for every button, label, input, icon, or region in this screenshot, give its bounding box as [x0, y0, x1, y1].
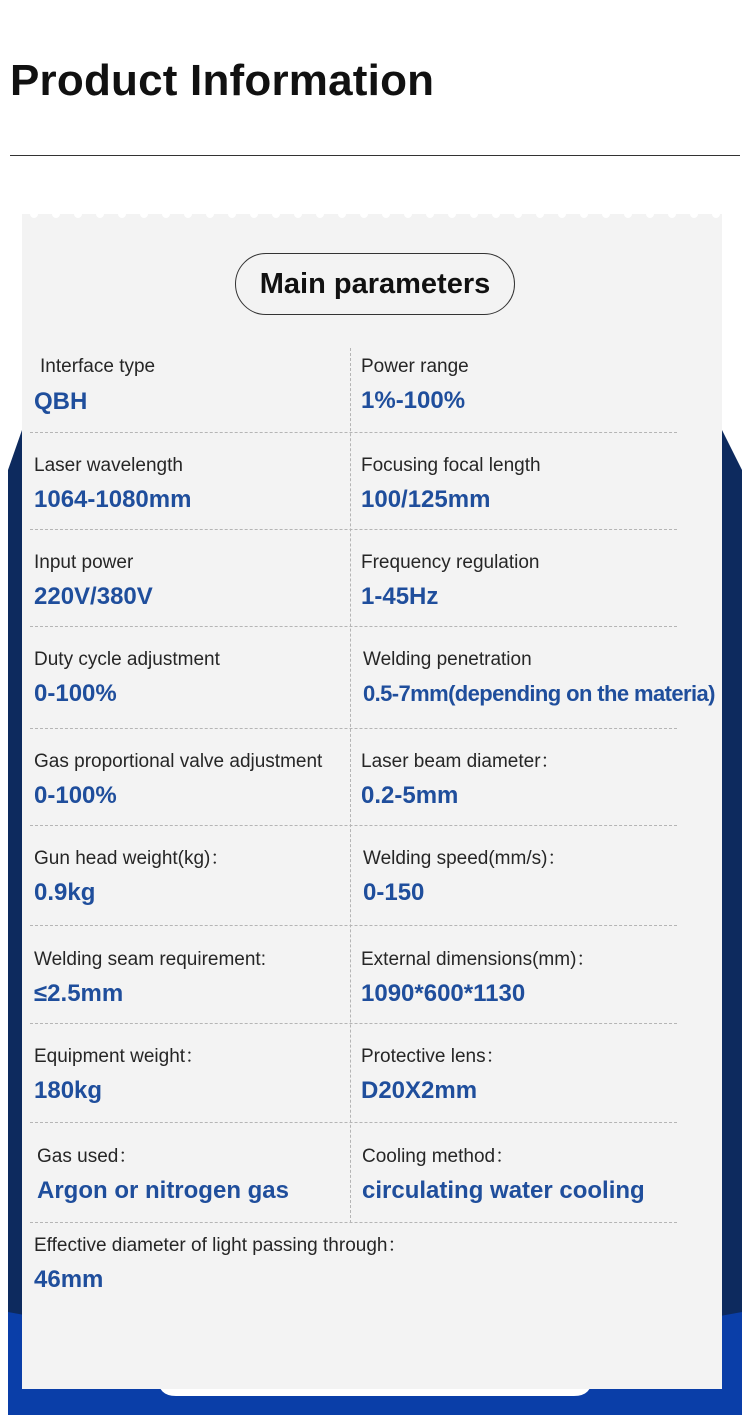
param-cooling-method — [362, 1146, 645, 1205]
param-label: Welding penetration — [363, 649, 532, 670]
column-divider — [350, 348, 351, 1223]
param-value: 0-100% — [34, 680, 117, 707]
param-label: External dimensions(mm)： — [361, 949, 596, 970]
param-focusing-focal-length — [361, 455, 541, 514]
param-interface-type-value — [34, 388, 87, 416]
page-title: Product Information — [10, 56, 435, 105]
row-divider — [30, 1122, 677, 1123]
param-value: circulating water cooling — [362, 1177, 645, 1204]
row-divider — [30, 529, 677, 530]
param-value: D20X2mm — [361, 1077, 478, 1104]
param-protective-lens — [361, 1046, 505, 1105]
section-title-pill — [235, 253, 515, 315]
param-value: 1%-100% — [361, 387, 466, 414]
param-laser-beam-diameter — [361, 751, 560, 810]
param-effective-diameter — [34, 1235, 406, 1294]
param-welding-speed — [363, 848, 566, 907]
param-welding-penetration — [363, 649, 715, 708]
param-gun-head-weight — [34, 848, 229, 907]
param-label: Gun head weight(kg)： — [34, 848, 230, 869]
param-external-dimensions — [361, 949, 595, 1008]
row-divider — [30, 1023, 677, 1024]
param-duty-cycle-adjustment — [34, 649, 220, 708]
param-equipment-weight — [34, 1046, 204, 1105]
param-label: Duty cycle adjustment — [34, 649, 220, 670]
param-label: Protective lens： — [361, 1046, 505, 1067]
param-label: Gas used： — [37, 1146, 138, 1167]
param-welding-seam-requirement — [34, 949, 266, 1008]
param-gas-proportional-valve — [34, 751, 322, 810]
param-value: 0-100% — [34, 782, 117, 809]
param-label: Interface type — [40, 356, 156, 377]
param-value: 46mm — [34, 1266, 104, 1293]
row-divider — [30, 825, 677, 826]
param-value: 220V/380V — [34, 583, 153, 610]
row-divider — [30, 1222, 677, 1223]
param-value: 1064-1080mm — [34, 486, 192, 513]
param-value: 0.5-7mm(depending on the materia) — [363, 681, 715, 706]
param-label: Power range — [361, 356, 469, 377]
row-divider — [30, 626, 677, 627]
param-power-range — [361, 356, 469, 415]
param-label: Effective diameter of light passing through： — [34, 1235, 407, 1256]
param-input-power — [34, 552, 153, 611]
param-value: 180kg — [34, 1077, 103, 1104]
param-interface-type — [40, 356, 155, 378]
param-value: 0.9kg — [34, 879, 96, 906]
row-divider — [30, 925, 677, 926]
param-frequency-regulation — [361, 552, 540, 611]
param-value: 0-150 — [363, 879, 425, 906]
param-value: 1-45Hz — [361, 583, 439, 610]
param-label: Gas proportional valve adjustment — [34, 751, 323, 772]
param-value: Argon or nitrogen gas — [37, 1177, 289, 1204]
param-label: Frequency regulation — [361, 552, 540, 573]
row-divider — [30, 728, 677, 729]
param-label: Equipment weight： — [34, 1046, 205, 1067]
param-value: QBH — [34, 388, 88, 415]
card-bottom-tab — [22, 1310, 722, 1388]
param-gas-used — [37, 1146, 289, 1205]
param-label: Input power — [34, 552, 134, 573]
param-label: Welding seam requirement: — [34, 949, 266, 970]
param-label: Laser wavelength — [34, 455, 183, 476]
section-title: Main parameters — [259, 267, 491, 300]
param-laser-wavelength — [34, 455, 191, 514]
param-label: Cooling method： — [362, 1146, 515, 1167]
param-value: 0.2-5mm — [361, 782, 459, 809]
param-label: Laser beam diameter： — [361, 751, 560, 772]
param-label: Focusing focal length — [361, 455, 541, 476]
param-value: 1090*600*1130 — [361, 980, 526, 1007]
row-divider — [30, 432, 677, 433]
param-value: ≤2.5mm — [34, 980, 124, 1007]
param-value: 100/125mm — [361, 486, 491, 513]
param-label: Welding speed(mm/s)： — [363, 848, 567, 869]
